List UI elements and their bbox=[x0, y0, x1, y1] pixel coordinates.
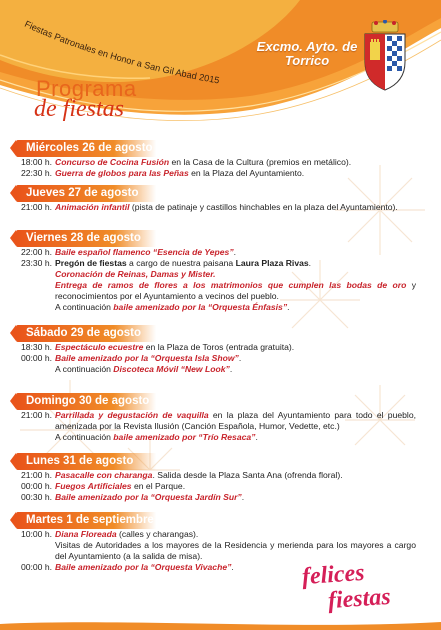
event-row bbox=[16, 492, 426, 503]
event-highlight: baile amenizado por la “Orquesta Énfasis” bbox=[113, 302, 288, 312]
event-description bbox=[55, 247, 426, 258]
day-block bbox=[16, 185, 426, 213]
event-highlight: Diana Floreada bbox=[55, 529, 117, 539]
event-text: en la Casa de la Cultura (premios en metálico). bbox=[169, 157, 352, 167]
event-text: . bbox=[308, 258, 312, 268]
event-text: (pista de patinaje y castillos hinchables en la plaza del Ayuntamiento). bbox=[129, 202, 398, 212]
event-highlight: Discoteca Móvil “New Look” bbox=[113, 364, 230, 374]
event-time bbox=[16, 280, 55, 302]
event-text: . bbox=[238, 353, 242, 363]
event-description bbox=[55, 529, 426, 540]
event-description bbox=[55, 280, 426, 302]
event-row bbox=[16, 247, 426, 258]
event-row bbox=[16, 157, 426, 168]
event-description bbox=[55, 470, 426, 481]
event-highlight: Parrillada y degustación de vaquilla bbox=[55, 410, 209, 420]
event-row bbox=[16, 258, 426, 269]
day-block bbox=[16, 393, 426, 443]
arc-title-text: Fiestas Patronales en Honor a San Gil Abad 2015 bbox=[23, 18, 221, 86]
event-highlight: Pasacalle con charanga bbox=[55, 470, 153, 480]
event-description bbox=[55, 481, 426, 492]
event-description bbox=[55, 168, 426, 179]
day-header: Viernes 28 de agosto bbox=[16, 230, 156, 247]
felices-fiestas-logo bbox=[301, 559, 432, 622]
event-description bbox=[55, 364, 426, 375]
event-text: y reconocimientos por el Ayuntamiento a vecinos del pueblo. bbox=[55, 280, 417, 301]
event-row bbox=[16, 168, 426, 179]
event-description bbox=[55, 342, 426, 353]
event-bold-text: Pregón de fiestas bbox=[55, 258, 127, 268]
event-time bbox=[16, 364, 55, 375]
event-bold-text: Laura Plaza Rivas bbox=[235, 258, 309, 268]
day-block bbox=[16, 325, 426, 375]
day-header: Domingo 30 de agosto bbox=[16, 393, 156, 410]
event-time: 22:30 h. bbox=[20, 168, 52, 178]
event-prefix: A continuación bbox=[55, 364, 114, 374]
event-row bbox=[16, 470, 426, 481]
event-highlight: Entrega de ramos de flores a los matrimonios que cumplen las bodas de oro bbox=[55, 280, 407, 290]
event-highlight: Concurso de Cocina Fusión bbox=[55, 157, 170, 167]
day-block bbox=[16, 453, 426, 503]
bottom-band bbox=[0, 618, 441, 630]
event-description bbox=[55, 202, 426, 213]
event-description bbox=[55, 302, 426, 313]
event-highlight: baile amenizado por “Trío Resaca” bbox=[113, 432, 256, 442]
event-highlight: Baile amenizado por la “Orquesta Vivache” bbox=[55, 562, 232, 572]
event-highlight: Baile amenizado por la “Orquesta Jardín Sur” bbox=[55, 492, 242, 502]
event-row bbox=[16, 280, 426, 302]
event-row bbox=[16, 540, 426, 562]
event-time: 00:00 h. bbox=[20, 562, 52, 572]
event-row bbox=[16, 353, 426, 364]
event-text: en el Parque. bbox=[131, 481, 186, 491]
event-row bbox=[16, 529, 426, 540]
event-description bbox=[55, 258, 426, 269]
event-text: en la Plaza de Toros (entrada gratuita). bbox=[143, 342, 295, 352]
event-highlight: Fuegos Artificiales bbox=[55, 481, 132, 491]
event-description bbox=[55, 492, 426, 503]
program-title: Programa bbox=[36, 76, 137, 101]
event-row bbox=[16, 302, 426, 313]
event-row bbox=[16, 342, 426, 353]
event-row bbox=[16, 202, 426, 213]
event-highlight: Guerra de globos para las Peñas bbox=[55, 168, 189, 178]
event-time bbox=[16, 302, 55, 313]
event-description bbox=[55, 432, 426, 443]
day-header: Miércoles 26 de agosto bbox=[16, 140, 156, 157]
event-time: 18:30 h. bbox=[20, 342, 52, 352]
event-description bbox=[55, 157, 426, 168]
day-header: Sábado 29 de agosto bbox=[16, 325, 156, 342]
event-row bbox=[16, 481, 426, 492]
event-row bbox=[16, 432, 426, 443]
event-row bbox=[16, 269, 426, 280]
council-line-1: Excmo. Ayto. de bbox=[256, 39, 358, 54]
event-highlight: Baile español flamenco “Esencia de Yepes” bbox=[55, 247, 234, 257]
day-block bbox=[16, 140, 426, 179]
event-time bbox=[16, 269, 55, 280]
event-text: . bbox=[287, 302, 290, 312]
event-text: . bbox=[229, 364, 233, 374]
event-prefix: A continuación bbox=[55, 302, 114, 312]
event-time: 22:00 h. bbox=[20, 247, 52, 257]
event-text: Visitas de Autoridades a los mayores de la Residencia y merienda para los mayores a cargo del Ayuntamiento (a la salida de misa). bbox=[55, 540, 416, 561]
event-time bbox=[16, 432, 55, 443]
event-time: 23:30 h. bbox=[20, 258, 52, 268]
event-time: 10:00 h. bbox=[20, 529, 52, 539]
event-highlight: Espectáculo ecuestre bbox=[55, 342, 144, 352]
event-text: . bbox=[233, 247, 237, 257]
day-header: Lunes 31 de agosto bbox=[16, 453, 156, 470]
event-text: (calles y charangas). bbox=[116, 529, 199, 539]
event-time: 21:00 h. bbox=[20, 470, 52, 480]
event-time: 21:00 h. bbox=[20, 410, 52, 420]
event-text: en la Plaza del Ayuntamiento. bbox=[188, 168, 305, 178]
event-text: . bbox=[255, 432, 258, 442]
event-time bbox=[16, 540, 55, 562]
event-highlight: Coronación de Reinas, Damas y Mister. bbox=[55, 269, 216, 279]
event-description bbox=[55, 269, 426, 280]
event-description bbox=[55, 353, 426, 364]
day-header: Martes 1 de septiembre bbox=[16, 512, 156, 529]
council-line-2: Torrico bbox=[284, 53, 330, 68]
day-header: Jueves 27 de agosto bbox=[16, 185, 156, 202]
event-row bbox=[16, 364, 426, 375]
event-description bbox=[55, 410, 426, 432]
event-time: 00:00 h. bbox=[20, 353, 52, 363]
event-highlight: Baile amenizado por la “Orquesta Isla Show” bbox=[55, 353, 239, 363]
event-prefix: A continuación bbox=[55, 432, 114, 442]
event-description bbox=[55, 540, 426, 562]
event-text: . bbox=[241, 492, 245, 502]
event-highlight: Animación infantil bbox=[55, 202, 130, 212]
event-time: 18:00 h. bbox=[20, 157, 52, 167]
event-row bbox=[16, 410, 426, 432]
fiestas-text: fiestas bbox=[327, 583, 392, 615]
event-text: . Salida desde la Plaza Santa Ana (ofrenda floral). bbox=[152, 470, 343, 480]
event-text: en la plaza del Ayuntamiento para todo el pueblo, amenizada por la Revista Ilusión (Canción Española, Humor, Vedette, etc.) bbox=[55, 410, 416, 431]
event-time: 00:30 h. bbox=[20, 492, 52, 502]
event-text: a cargo de nuestra paisana bbox=[126, 258, 236, 268]
event-text: . bbox=[231, 562, 234, 572]
event-time: 00:00 h. bbox=[20, 481, 52, 491]
program-subtitle: de fiestas bbox=[34, 96, 124, 122]
felices-text: felices bbox=[301, 559, 366, 591]
day-block bbox=[16, 230, 426, 313]
event-time: 21:00 h. bbox=[20, 202, 52, 212]
